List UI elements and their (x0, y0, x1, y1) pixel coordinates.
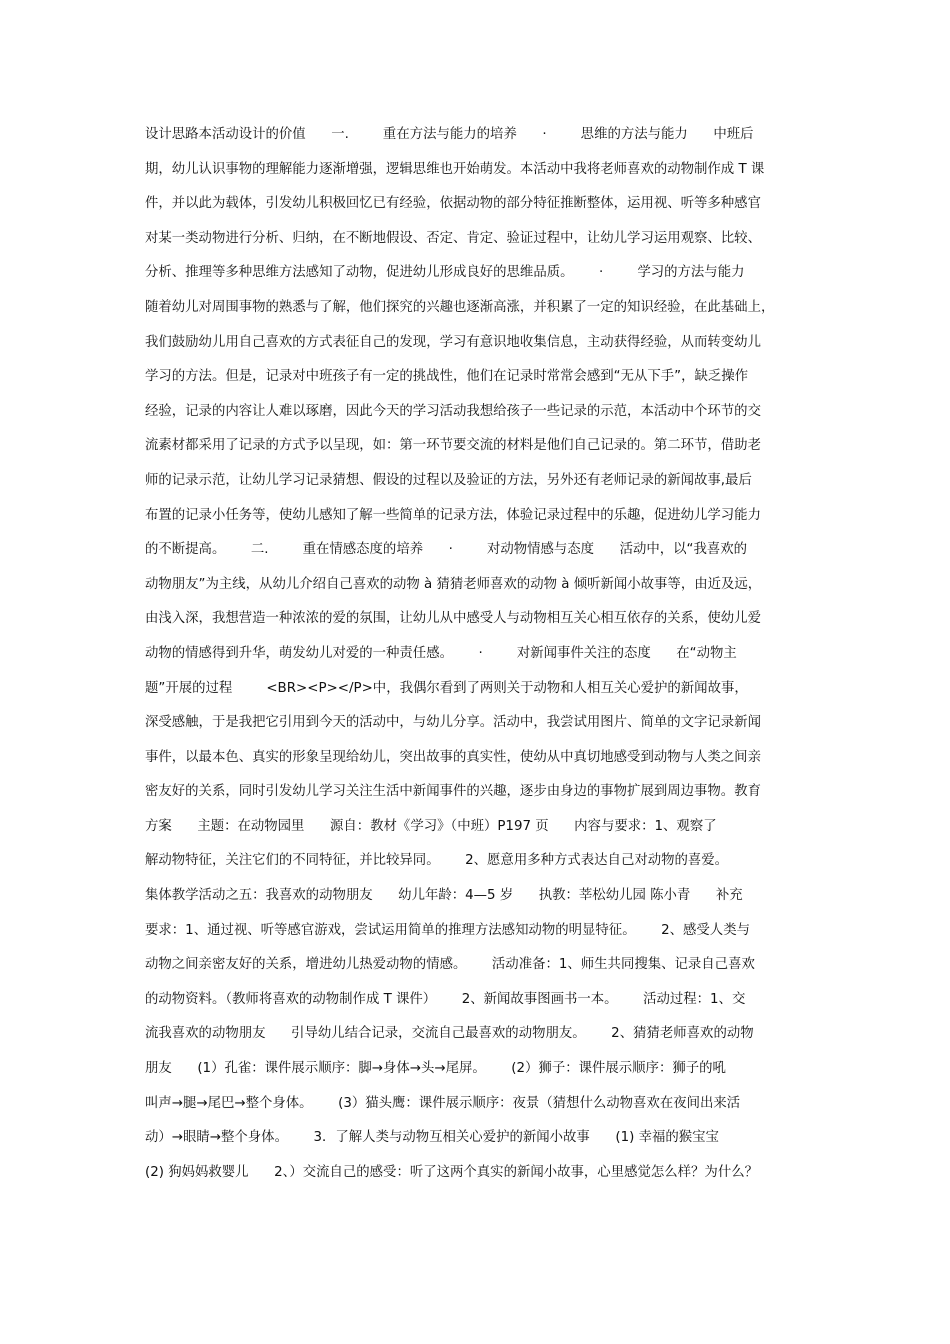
text-line: 深受感触，于是我把它引用到今天的活动中，与幼儿分享。活动中，我尝试用图片、简单的文字记录新闻 (145, 715, 761, 731)
text-line: 集体教学活动之五：我喜欢的动物朋友 幼儿年龄：4—5 岁 执教：莘松幼儿园 陈小青 补充 (145, 888, 743, 904)
text-line: 流我喜欢的动物朋友 引导幼儿结合记录，交流自己最喜欢的动物朋友。 2、猜猜老师喜欢的动物 (145, 1026, 754, 1042)
text-line: 随着幼儿对周围事物的熟悉与了解，他们探究的兴趣也逐渐高涨，并积累了一定的知识经验，在此基础上， (145, 299, 775, 315)
text-line: 动物朋友”为主线，从幼儿介绍自己喜欢的动物 à 猜猜老师喜欢的动物 à 倾听新闻小故事等，由近及远， (145, 576, 762, 592)
text-line: 密友好的关系，同时引发幼儿学习关注生活中新闻事件的兴趣，逐步由身边的事物扩展到周边事物。教育 (145, 784, 761, 800)
text-line: 的不断提高。 二. 重在情感态度的培养 · 对动物情感与态度 活动中，以“我喜欢的 (145, 542, 748, 558)
text-line: 流素材都采用了记录的方式予以呈现，如：第一环节要交流的材料是他们自己记录的。第二环节，借助老 (145, 438, 761, 454)
text-line: 分析、推理等多种思维方法感知了动物，促进幼儿形成良好的思维品质。 · 学习的方法与能力 (145, 265, 745, 281)
text-line: 动物之间亲密友好的关系，增进幼儿热爱动物的情感。 活动准备：1、师生共同搜集、记录自己喜欢 (145, 957, 755, 973)
text-line: 事件，以最本色、真实的形象呈现给幼儿，突出故事的真实性，使幼从中真切地感受到动物与人类之间亲 (145, 749, 761, 765)
text-line: 学习的方法。但是，记录对中班孩子有一定的挑战性，他们在记录时常常会感到“无从下手”，缺乏操作 (145, 369, 749, 385)
text-line: 设计思路本活动设计的价值 一. 重在方法与能力的培养 · 思维的方法与能力 中班后 (145, 127, 754, 142)
text-line: 解动物特征，关注它们的不同特征，并比较异同。 2、愿意用多种方式表达自己对动物的喜爱。 (145, 853, 729, 869)
text-line: 经验，记录的内容让人难以琢磨，因此今天的学习活动我想给孩子一些记录的示范，本活动中个环节的交 (145, 403, 761, 419)
text-line: 师的记录示范，让幼儿学习记录猜想、假设的过程以及验证的方法，另外还有老师记录的新闻故事,最后 (145, 472, 752, 488)
text-line: 由浅入深，我想营造一种浓浓的爱的氛围，让幼儿从中感受人与动物相互关心相互依存的关系，使幼儿爱 (145, 611, 761, 627)
text-line: 叫声→腿→尾巴→整个身体。 (3）猫头鹰：课件展示顺序：夜景（猜想什么动物喜欢在夜间出来活 (145, 1095, 741, 1111)
text-line: 我们鼓励幼儿用自己喜欢的方式表征自己的发现，学习有意识地收集信息，主动获得经验，从而转变幼儿 (145, 334, 761, 350)
text-line: 动物的情感得到升华，萌发幼儿对爱的一种责任感。 · 对新闻事件关注的态度 在“动物主 (145, 645, 737, 661)
body-text (145, 118, 815, 1190)
text-line: 朋友 (1）孔雀：课件展示顺序：脚→身体→头→尾屏。 (2）狮子：课件展示顺序：狮子的吼 (145, 1061, 726, 1077)
text-line: (2) 狗妈妈救婴儿 2、）交流自己的感受：听了这两个真实的新闻小故事，心里感觉怎么样？为什么？ (145, 1164, 758, 1180)
text-line: 期，幼儿认识事物的理解能力逐渐增强，逻辑思维也开始萌发。本活动中我将老师喜欢的动物制作成 T 课 (145, 161, 765, 177)
text-line: 要求：1、通过视、听等感官游戏，尝试运用简单的推理方法感知动物的明显特征。 2、感受人类与 (145, 922, 750, 938)
text-line: 方案 主题：在动物园里 源自：教材《学习》（中班）P197 页 内容与要求：1、观察了 (145, 818, 717, 834)
text-line: 题”开展的过程 <BR><P></P>中，我偶尔看到了两则关于动物和人相互关心爱护的新闻故事， (145, 680, 748, 696)
text-line: 对某一类动物进行分析、归纳，在不断地假设、否定、肯定、验证过程中，让幼儿学习运用观察、比较、 (145, 230, 761, 246)
text-line: 动）→眼睛→整个身体。 3．了解人类与动物互相关心爱护的新闻小故事 (1) 幸福的猴宝宝 (145, 1130, 719, 1146)
text-line: 布置的记录小任务等，使幼儿感知了解一些简单的记录方法，体验记录过程中的乐趣，促进幼儿学习能力 (145, 507, 761, 523)
text-line: 的动物资料。（教师将喜欢的动物制作成 T 课件） 2、新闻故事图画书一本。 活动过程：1、交 (145, 991, 746, 1007)
text-line: 件，并以此为载体，引发幼儿积极回忆已有经验，依据动物的部分特征推断整体，运用视、听等多种感官 (145, 196, 761, 212)
